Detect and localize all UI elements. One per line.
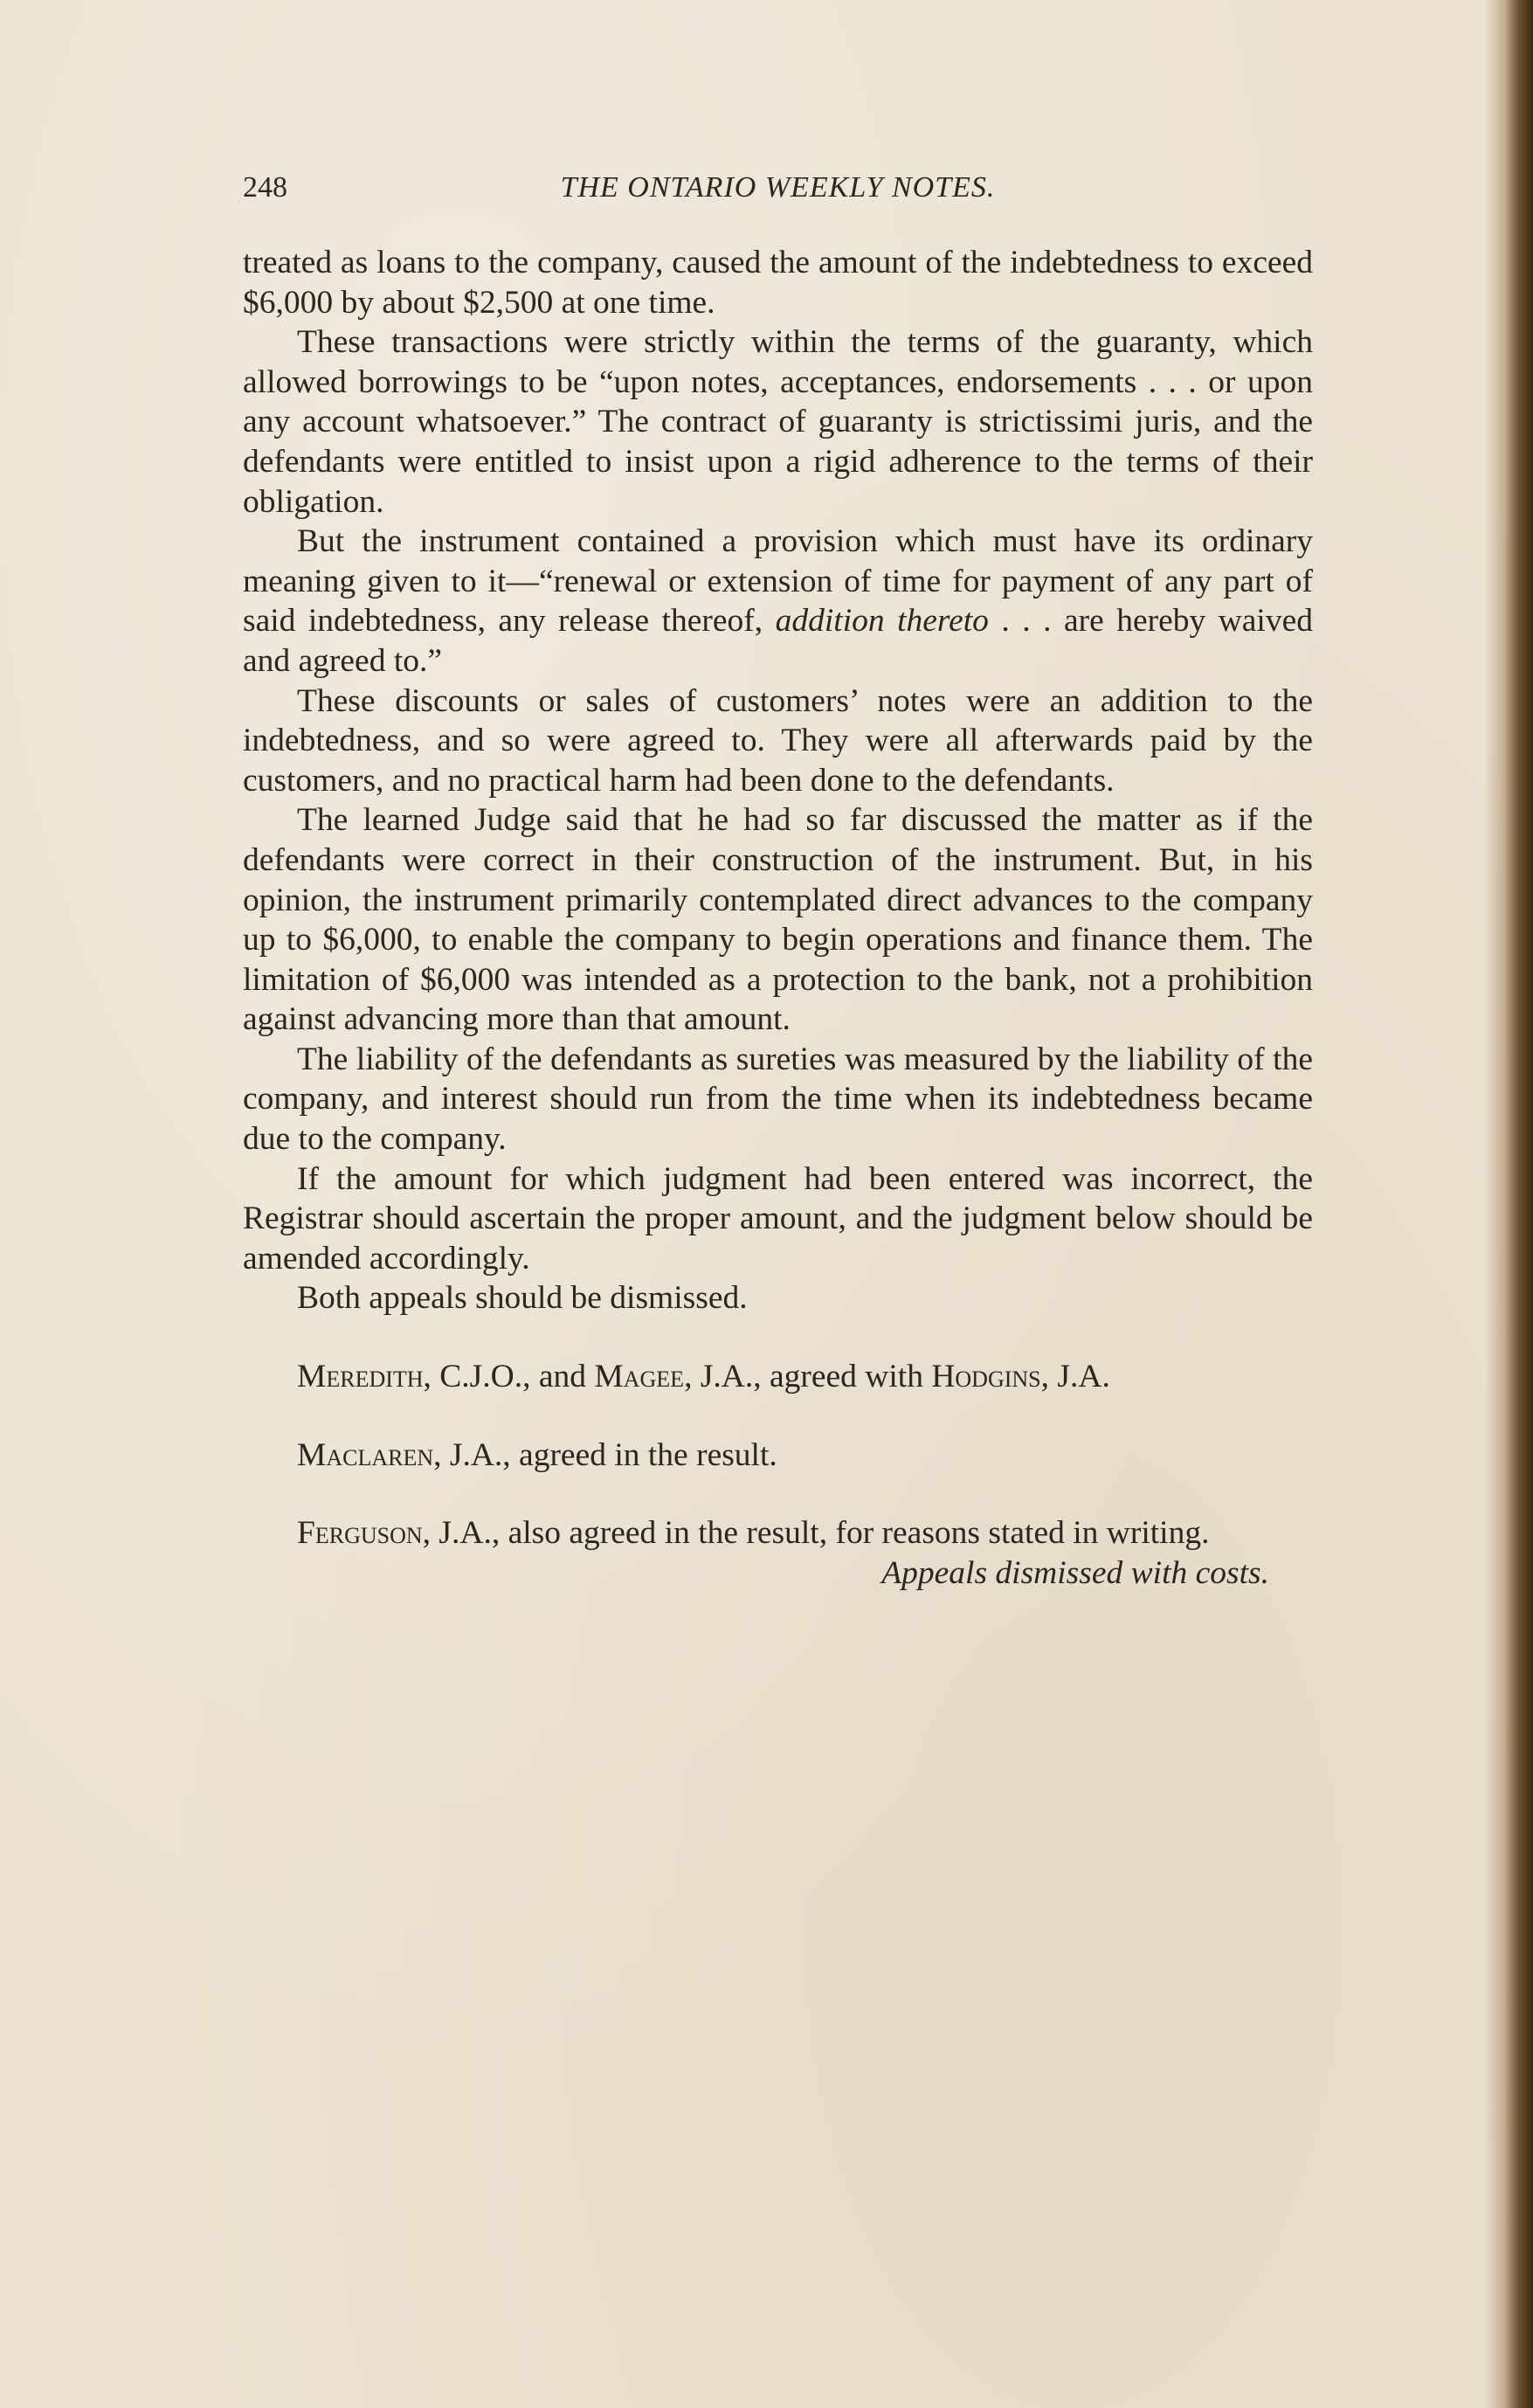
body-text [243,243,1313,1593]
concurrence-text: , J.A., also agreed in the result, for reasons stated in writing. [422,1515,1210,1552]
book-binding-edge [1485,0,1533,2408]
running-head [243,171,1313,220]
paragraph-1: treated as loans to the company, caused the amount of the indebtedness to exceed $6,000 by about $2,500 at one time. [243,245,1313,321]
spacer [243,1318,1313,1357]
concurrence-text: , C.J.O., and [423,1359,595,1395]
paragraph-2: These transactions were strictly within the terms of the guaranty, which allowed borrowings to be “upon notes, acceptances, endorsements . . . or upon any account whatsoever.” The contract of guaranty is strictissimi juris, and the defendants were entitled to insist upon a rigid adherence to the terms of their obligation. [243,324,1313,520]
concurrence-2 [243,1436,1313,1476]
concurrence-text: , J.A., agreed with [684,1359,932,1395]
judge-name: Meredith [297,1359,424,1395]
spacer [243,1397,1313,1436]
paragraph-7: If the amount for which judgment had been entered was incorrect, the Registrar should ascertain the proper amount, and the judgment below should be amended accordingly. [243,1160,1313,1277]
judge-name: Magee [594,1359,685,1395]
concurrence-text: , J.A. [1040,1359,1110,1395]
spacer [243,1475,1313,1513]
paragraph-3-lead: But the instrument contained a provision which must have its ordinary meaning given to it—“renewal or extension of time for payment of any part of said indebtedness, any release thereof, [243,523,1313,640]
paragraph-4: These discounts or sales of customers’ notes were an addition to the indebtedness, and so were agreed to. They were all afterwards paid by the customers, and no practical harm had been done to the defendants. [243,682,1313,799]
judge-name: Hodgins [931,1359,1041,1395]
paragraph-3-italic: addition thereto [775,603,989,640]
judge-name: Maclaren [297,1436,434,1473]
paragraph-3-tail: . . . are hereby waived and agreed to.” [243,603,1313,679]
journal-title: THE ONTARIO WEEKLY NOTES. [560,171,996,204]
paragraph-5: The learned Judge said that he had so far discussed the matter as if the defendants were correct in their construction of the instrument. But, in his opinion, the instrument primarily contemplated direct advances to the company up to $6,000, to enable the company to begin operations and finance them. The limitation of $6,000 was intended as a protection to the bank, not a prohibition against advancing more than that amount. [243,802,1313,1038]
paragraph-3 [243,522,1313,681]
page-body [243,171,1313,1593]
concurrence-text: , J.A., agreed in the result. [433,1436,777,1473]
paragraph-6: The liability of the defendants as sureties was measured by the liability of the company, and interest should run from the time when its indebtedness became due to the company. [243,1041,1313,1158]
page-number: 248 [243,171,287,204]
judge-name: Ferguson [297,1515,423,1552]
concurrence-3 [243,1513,1313,1553]
concurrence-1 [243,1357,1313,1397]
paragraph-8: Both appeals should be dismissed. [297,1280,748,1317]
disposition: Appeals dismissed with costs. [881,1554,1269,1591]
